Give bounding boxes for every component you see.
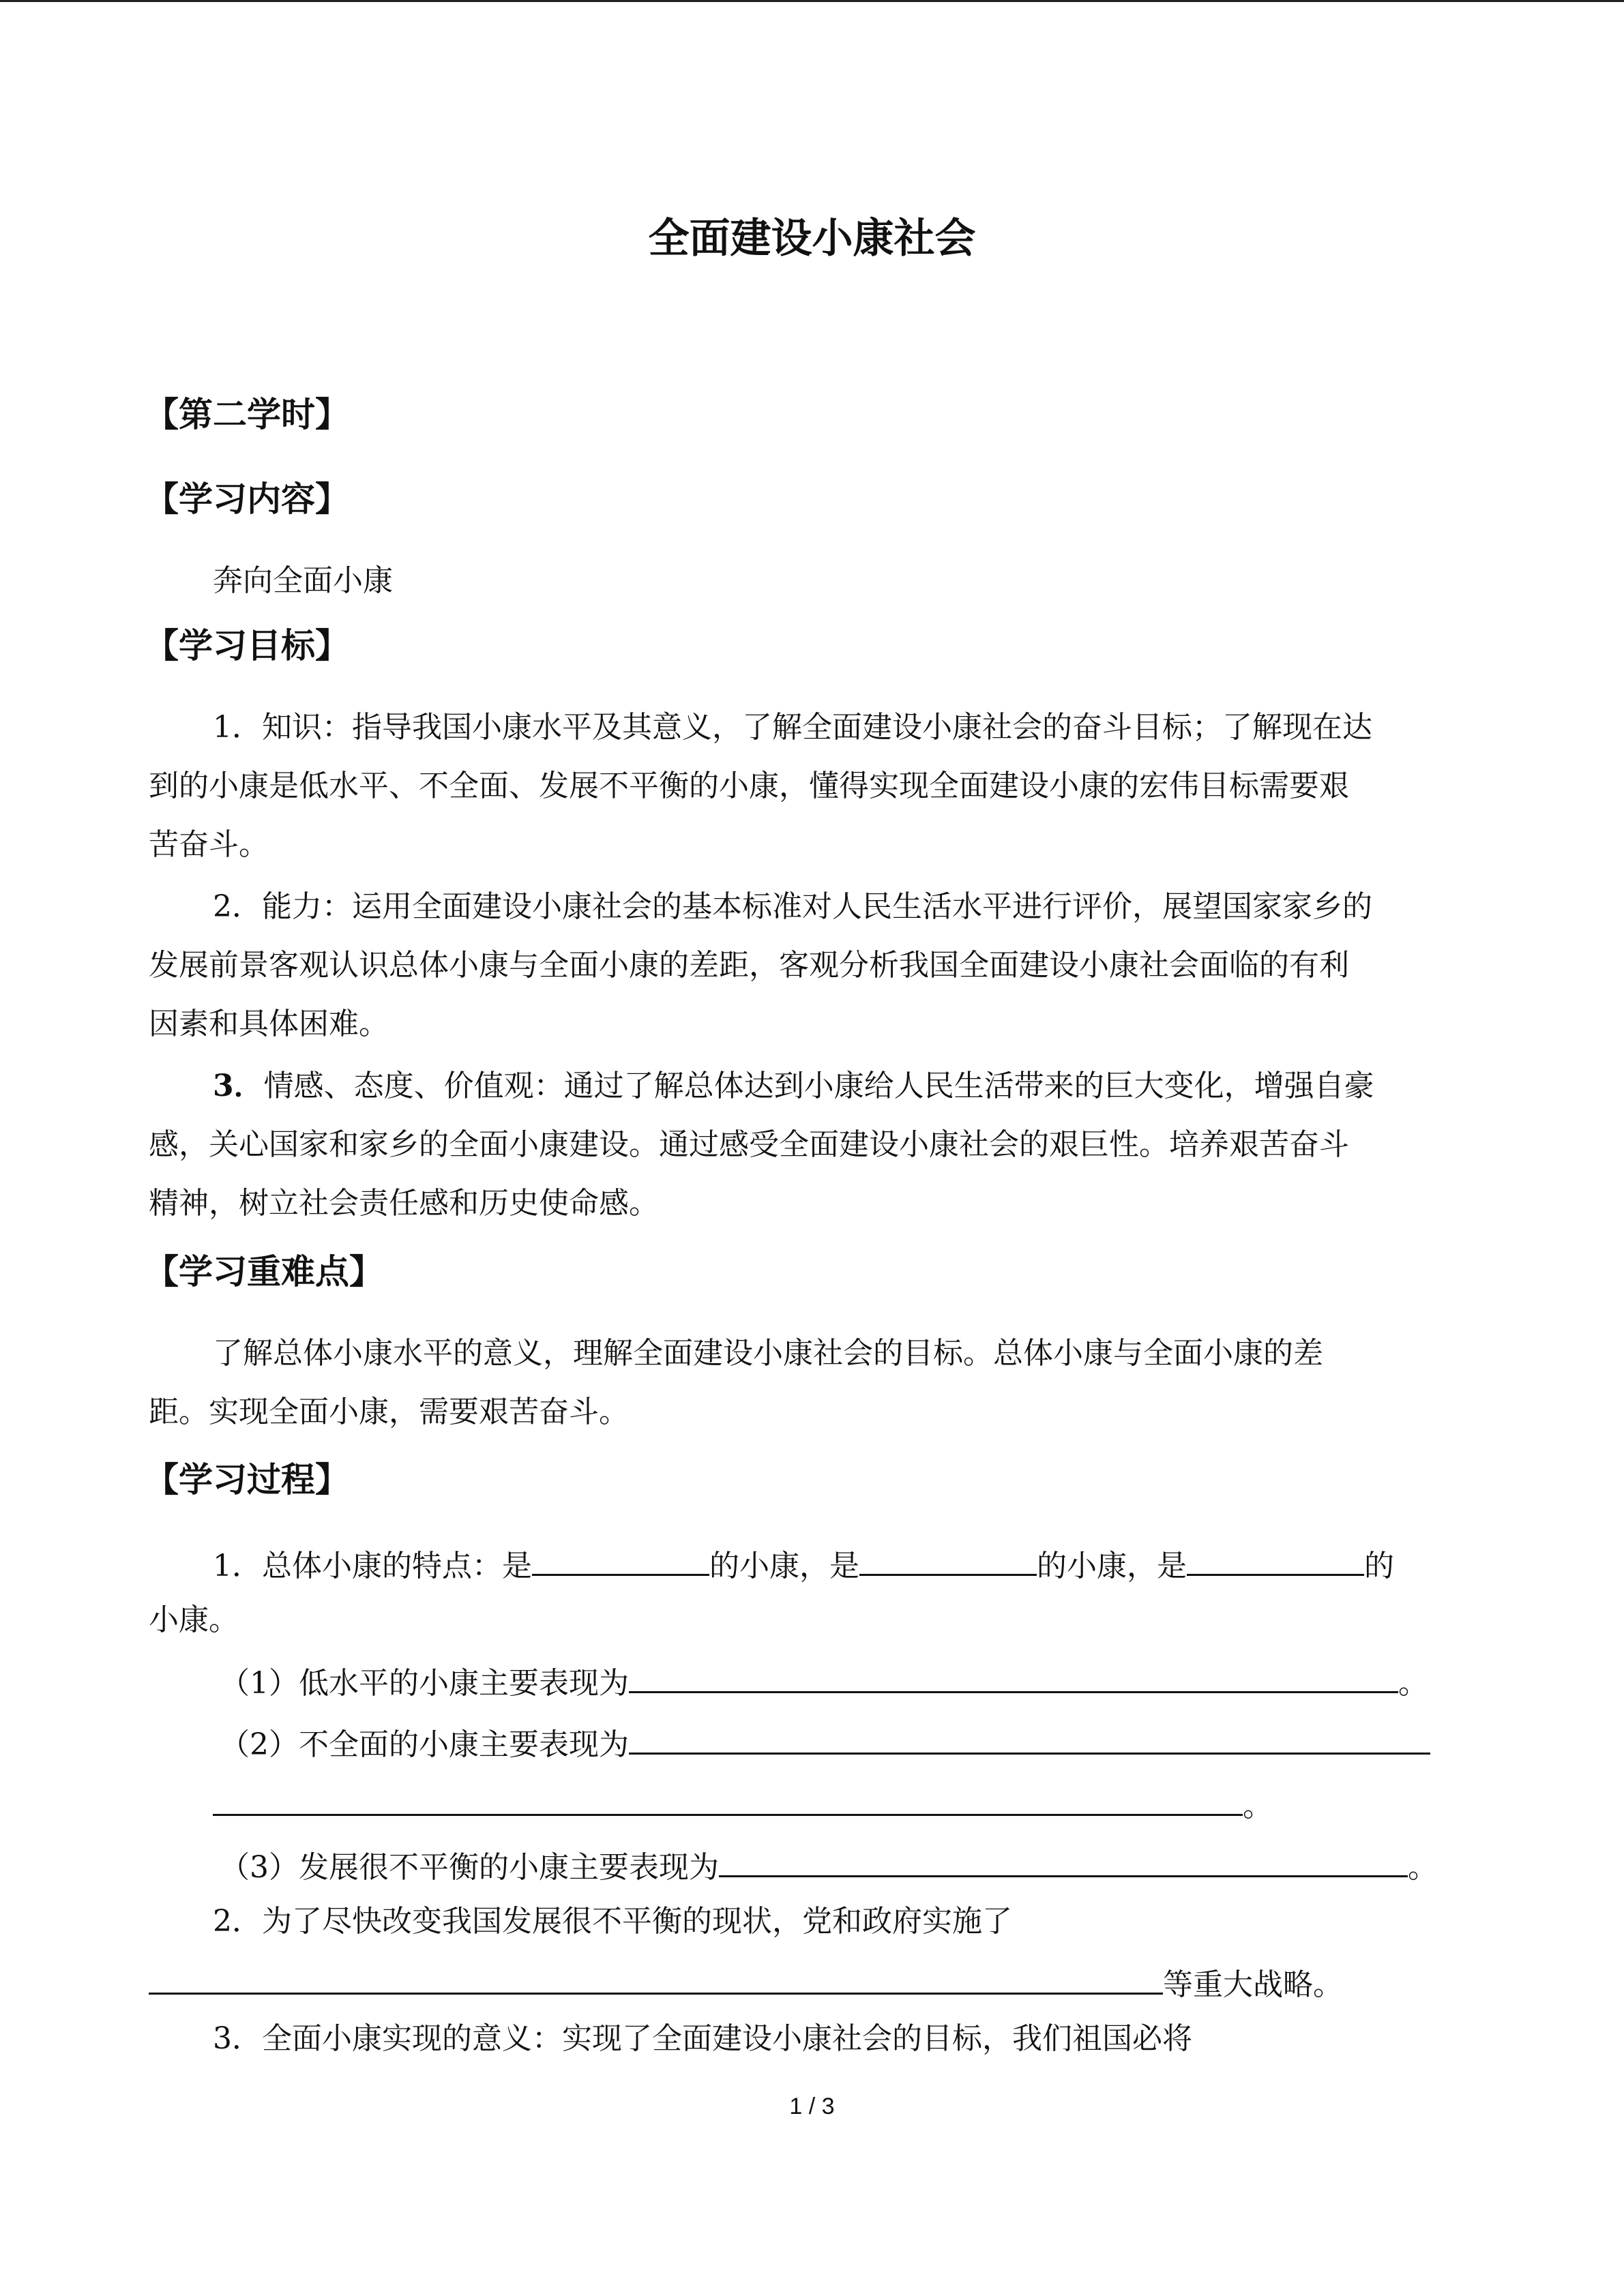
question1-text-a: 1．总体小康的特点：是 bbox=[213, 1549, 532, 1583]
question1-text-d: 的 bbox=[1364, 1549, 1394, 1583]
blank-incomplete-a[interactable] bbox=[629, 1718, 1430, 1755]
period-mark: 。 bbox=[1243, 1789, 1273, 1823]
goal3-line1 bbox=[213, 1064, 1374, 1108]
heading-goals: 【学习目标】 bbox=[145, 626, 349, 666]
keypoints-line1: 了解总体小康水平的意义，理解全面建设小康社会的目标。总体小康与全面小康的差 bbox=[213, 1336, 1323, 1371]
question1-1 bbox=[220, 1657, 1428, 1705]
blank-low-level[interactable] bbox=[629, 1657, 1398, 1693]
goal1-line2: 到的小康是低水平、不全面、发展不平衡的小康，懂得实现全面建设小康的宏伟目标需要艰 bbox=[149, 769, 1349, 803]
goal2-line3: 因素和具体困难。 bbox=[149, 1007, 389, 1041]
question1-text-b: 的小康，是 bbox=[709, 1549, 859, 1583]
goal3-line3: 精神，树立社会责任感和历史使命感。 bbox=[149, 1186, 659, 1221]
keypoints-line2: 距。实现全面小康，需要艰苦奋斗。 bbox=[149, 1395, 629, 1429]
content-text: 奔向全面小康 bbox=[213, 563, 393, 598]
goal3-text: 情感、态度、价值观：通过了解总体达到小康给人民生活带来的巨大变化，增强自豪 bbox=[263, 1069, 1374, 1103]
question1-line1 bbox=[213, 1540, 1394, 1588]
question2-text-b: 等重大战略。 bbox=[1163, 1967, 1343, 2002]
top-border bbox=[0, 0, 1624, 2]
question2-line2 bbox=[149, 1958, 1343, 2007]
question1-line2: 小康。 bbox=[149, 1602, 239, 1637]
page-title: 全面建设小康社会 bbox=[648, 215, 976, 263]
blank-strategies[interactable] bbox=[149, 1958, 1163, 1995]
question1-3 bbox=[220, 1841, 1438, 1890]
question1-2-text: （2）不全面的小康主要表现为 bbox=[220, 1727, 629, 1762]
question1-text-c: 的小康，是 bbox=[1037, 1549, 1187, 1583]
heading-content: 【学习内容】 bbox=[145, 479, 349, 519]
goal1-line3: 苦奋斗。 bbox=[149, 827, 269, 862]
blank-incomplete-b[interactable] bbox=[213, 1780, 1243, 1816]
period-mark: 。 bbox=[1408, 1850, 1438, 1885]
question3-line1: 3．全面小康实现的意义：实现了全面建设小康社会的目标，我们祖国必将 bbox=[213, 2021, 1192, 2056]
goal3-number: 3． bbox=[213, 1069, 264, 1103]
question2-line1: 2．为了尽快改变我国发展很不平衡的现状，党和政府实施了 bbox=[213, 1904, 1012, 1939]
question1-1-text: （1）低水平的小康主要表现为 bbox=[220, 1666, 629, 1701]
heading-keypoints: 【学习重难点】 bbox=[145, 1252, 383, 1292]
blank-unbalanced[interactable] bbox=[719, 1841, 1408, 1877]
blank-1[interactable] bbox=[532, 1540, 709, 1576]
blank-3[interactable] bbox=[1187, 1540, 1364, 1576]
blank-2[interactable] bbox=[859, 1540, 1037, 1576]
question1-2-cont bbox=[213, 1780, 1273, 1828]
period-mark: 。 bbox=[1398, 1666, 1428, 1701]
question1-3-text: （3）发展很不平衡的小康主要表现为 bbox=[220, 1850, 719, 1885]
goal3-line2: 感，关心国家和家乡的全面小康建设。通过感受全面建设小康社会的艰巨性。培养艰苦奋斗 bbox=[149, 1127, 1349, 1162]
goal2-line2: 发展前景客观认识总体小康与全面小康的差距，客观分析我国全面建设小康社会面临的有利 bbox=[149, 948, 1349, 983]
goal2-line1: 2．能力：运用全面建设小康社会的基本标准对人民生活水平进行评价，展望国家家乡的 bbox=[213, 889, 1372, 924]
heading-process: 【学习过程】 bbox=[145, 1460, 349, 1500]
heading-period: 【第二学时】 bbox=[145, 395, 349, 434]
question1-2 bbox=[220, 1718, 1430, 1767]
page-number: 1 / 3 bbox=[789, 2093, 835, 2119]
goal1-line1: 1．知识：指导我国小康水平及其意义，了解全面建设小康社会的奋斗目标；了解现在达 bbox=[213, 710, 1372, 745]
